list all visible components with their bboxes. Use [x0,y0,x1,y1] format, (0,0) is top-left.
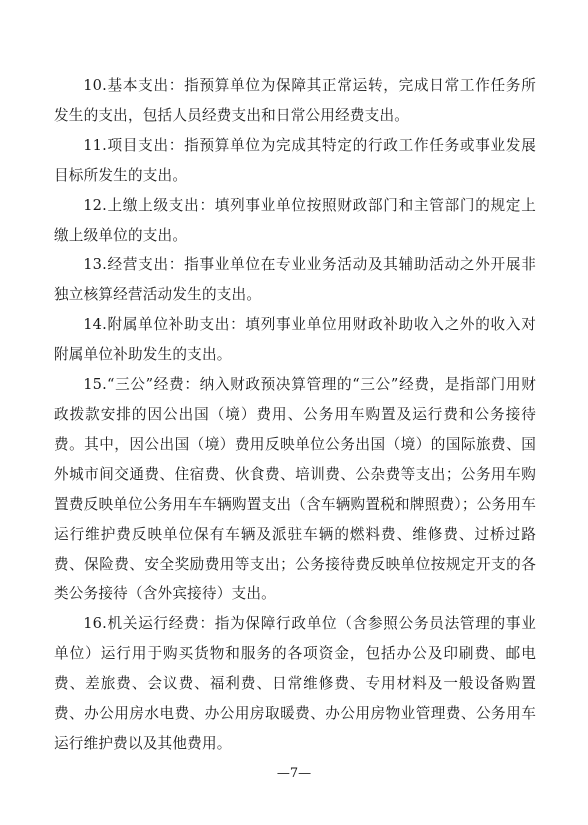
paragraph-agency-operating-expenses: 16.机关运行经费：指为保障行政单位（含参照公务员法管理的事业单位）运行用于购买货物和服务的各项资金，包括办公及印刷费、邮电费、差旅费、会议费、福利费、日常维修费、专用材料及一般设备购置费、办公用房水电费、办公用房取暖费、办公用房物业管理费、公务用车运行维护费以及其他费用。 [54,615,536,752]
document-body [54,71,536,759]
paragraph-payment-to-superior: 12.上缴上级支出：填列事业单位按照财政部门和主管部门的规定上缴上级单位的支出。 [54,196,536,244]
paragraph-basic-expenditure: 10.基本支出：指预算单位为保障其正常运转，完成日常工作任务所发生的支出，包括人员经费支出和日常公用经费支出。 [54,77,536,124]
paragraph-three-public-expenses: 15.“三公”经费：纳入财政预决算管理的“三公”经费，是指部门用财政拨款安排的因公出国（境）费用、公务用车购置及运行费和公务接待费。其中，因公出国（境）费用反映单位公务出国（境）的国际旅费、国外城市间交通费、住宿费、伙食费、培训费、公杂费等支出；公务用车购置费反映单位公务用车车辆购置支出（含车辆购置税和牌照费）；公务用车运行维护费反映单位保有车辆及派驻车辆的燃料费、维修费、过桥过路费、保险费、安全奖励费用等支出；公务接待费反映单位按规定开支的各类公务接待（含外宾接待）支出。 [54,376,536,603]
page-number: —7— [276,766,312,781]
paragraph-subsidiary-subsidy: 14.附属单位补助支出：填列事业单位用财政补助收入之外的收入对附属单位补助发生的支出。 [54,316,536,364]
paragraph-project-expenditure: 11.项目支出：指预算单位为完成其特定的行政工作任务或事业发展目标所发生的支出。 [54,136,536,184]
paragraph-operating-expenditure: 13.经营支出：指事业单位在专业业务活动及其辅助活动之外开展非独立核算经营活动发生的支出。 [54,256,536,304]
